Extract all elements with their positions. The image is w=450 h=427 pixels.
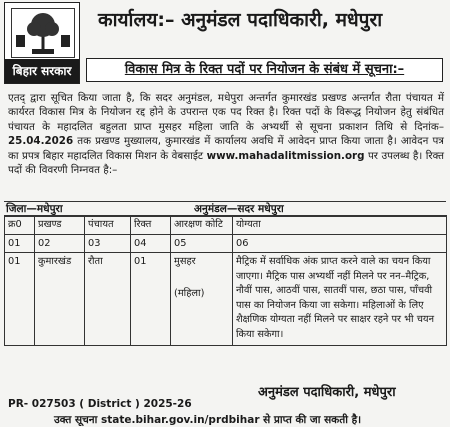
block-cell: कुमारखंड bbox=[35, 253, 85, 346]
table-cell: 01 bbox=[5, 234, 35, 253]
table-row bbox=[5, 253, 447, 346]
table-number-row bbox=[5, 234, 447, 253]
table-header: योग्यता bbox=[233, 216, 447, 235]
footer-note: उक्त सूचना state.bihar.gov.in/prdbihar से प्राप्त की जा सकती है। bbox=[54, 414, 362, 426]
bodhi-tree-emblem-icon bbox=[11, 8, 75, 58]
office-title: कार्यालय:– अनुमंडल पदाधिकारी, मधेपुरा bbox=[98, 9, 383, 31]
district-label: जिला—मधेपुरा bbox=[6, 203, 63, 215]
table-header: रिक्त bbox=[131, 216, 171, 235]
table-cell: 05 bbox=[171, 234, 233, 253]
body-text-end: पर उपलब्ध है। रिक्त पदों की विवरणी निम्नवत है:– bbox=[8, 149, 445, 177]
category-note: (महिला) bbox=[174, 287, 205, 299]
deadline-date: 25.04.2026 bbox=[8, 135, 74, 148]
vacancy-cell: 01 bbox=[131, 253, 171, 346]
table-cell: 03 bbox=[85, 234, 131, 253]
signature-line: अनुमंडल पदाधिकारी, मधेपुरा bbox=[258, 385, 396, 400]
table-header: क्र0 bbox=[5, 216, 35, 235]
logo-label: बिहार सरकार bbox=[5, 59, 79, 83]
qualification-cell: मैट्रिक में सर्वाधिक अंक प्राप्त करने वाले का चयन किया जाएगा। मैट्रिक पास अभ्यर्थी नहीं मिलने पर नन–मैट्रिक, नौवीं पास, आठवीं पास, सातवीं पास, छठा पास, पाँचवी पास का नियोजन किया जा सकेगा। महिलाओं के लिए शैक्षणिक योग्यता नहीं मिलने पर साक्षर रहने पर भी चयन किया सकेगा। bbox=[233, 253, 447, 346]
notice-body bbox=[8, 91, 444, 177]
website-link[interactable]: www.mahadalitmission.org bbox=[206, 149, 365, 162]
table-header: प्रखण्ड bbox=[35, 216, 85, 235]
table-cell: 06 bbox=[233, 234, 447, 253]
serial-number-cell: 01 bbox=[5, 253, 35, 346]
notice-subject: विकास मित्र के रिक्त पदों पर नियोजन के संबंध में सूचना:– bbox=[86, 58, 443, 82]
table-header: आरक्षण कोटि bbox=[171, 216, 233, 235]
table-header-row bbox=[5, 216, 447, 235]
category-cell bbox=[171, 253, 233, 346]
panchayat-cell: रौता bbox=[85, 253, 131, 346]
category-value: मुसहर bbox=[174, 256, 196, 267]
body-text-middle: तक प्रखण्ड मुख्यालय, कुमारखंड में कार्यालय अवधि में आवेदन प्राप्त किया जाता है। आवेदन पत्र का प्रपत्र बिहार महादलित विकास मिशन के वेबसाईट bbox=[8, 135, 444, 162]
table-header: पंचायत bbox=[85, 216, 131, 235]
subdivision-label: अनुमंडल—सदर मधेपुरा bbox=[194, 203, 284, 215]
table-cell: 04 bbox=[131, 234, 171, 253]
pr-number: PR- 027503 ( District ) 2025-26 bbox=[8, 398, 192, 410]
body-text-start: एतद् द्वारा सूचित किया जाता है, कि सदर अनुमंडल, मधेपुरा अन्तर्गत कुमारखंड प्रखण्ड अन्तर्गत रौता पंचायत में कार्यरत विकास मित्र के नियोजन रद्द होने के उपरान्त एक पद रिक्त है। रिक्त पदों के विरूद्ध नियोजन हेतु संबंधित पंचायत के महादलित बहुलता प्राप्त मुसहर महिला जाति के अभ्यर्थी से सूचना प्रकाशन तिथि से दिनांक– bbox=[8, 92, 444, 133]
table-cell: 02 bbox=[35, 234, 85, 253]
vacancy-table bbox=[4, 215, 447, 346]
bihar-government-logo bbox=[4, 2, 80, 84]
